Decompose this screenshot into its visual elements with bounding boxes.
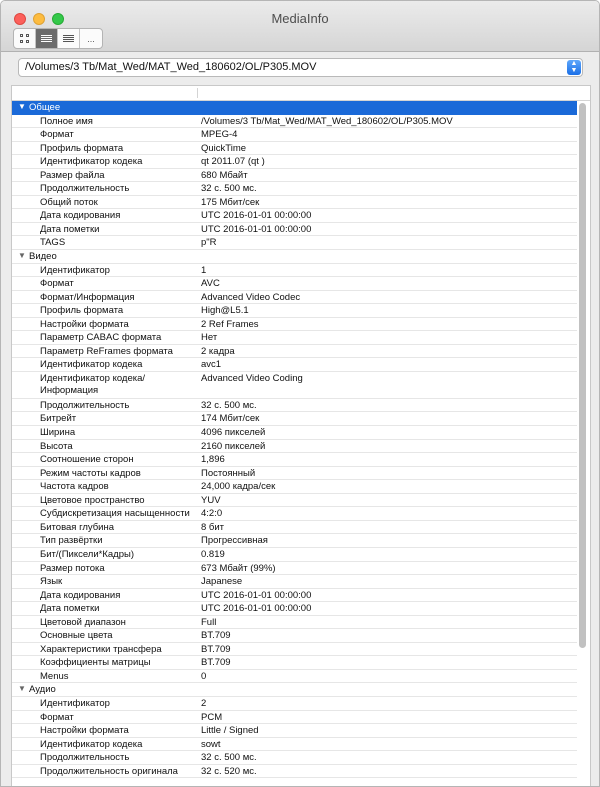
table-row[interactable] (12, 765, 577, 779)
view-mode-segmented-control (13, 28, 103, 49)
property-value: BT.709 (201, 630, 231, 642)
property-value: Advanced Video Coding (201, 372, 303, 384)
property-value: 175 Мбит/сек (201, 196, 260, 208)
property-value: BT.709 (201, 643, 231, 655)
property-value: Нет (201, 332, 218, 344)
property-name: Идентификатор кодека (40, 738, 143, 750)
chevron-updown-icon: ▲ ▼ (567, 60, 581, 75)
property-value: Little / Signed (201, 725, 259, 737)
table-row[interactable] (12, 589, 577, 603)
property-name: Параметр ReFrames формата (40, 345, 173, 357)
table-row[interactable] (12, 629, 577, 643)
table-row[interactable] (12, 223, 577, 237)
table-row[interactable] (12, 426, 577, 440)
property-value: MPEG-4 (201, 129, 238, 141)
property-name: Ширина (40, 427, 76, 439)
more-views-button[interactable]: ... (87, 33, 95, 44)
window-title: MediaInfo (271, 11, 329, 26)
property-name: Продолжительность (40, 399, 130, 411)
property-value: PCM (201, 711, 223, 723)
property-name: Дата кодирования (40, 210, 121, 222)
property-name: Формат/Информация (40, 291, 135, 303)
table-row[interactable] (12, 507, 577, 521)
section-title: Видео (29, 251, 57, 263)
property-name: Размер потока (40, 562, 105, 574)
property-value: UTC 2016-01-01 00:00:00 (201, 603, 312, 615)
table-row[interactable] (12, 209, 577, 223)
table-row[interactable] (12, 562, 577, 576)
property-value: 32 с. 500 мс. (201, 752, 257, 764)
table-row[interactable] (12, 155, 577, 169)
table-column-header (12, 86, 590, 101)
property-value: Прогрессивная (201, 535, 268, 547)
property-name: Битовая глубина (40, 521, 115, 533)
property-value: 673 Мбайт (99%) (201, 562, 276, 574)
text-view-button[interactable] (58, 29, 80, 48)
property-name: Дата пометки (40, 223, 100, 235)
property-value: UTC 2016-01-01 00:00:00 (201, 210, 312, 222)
list-view-button[interactable] (36, 29, 58, 48)
file-path-select[interactable] (18, 58, 583, 77)
table-row[interactable] (12, 575, 577, 589)
property-value: p"R (201, 237, 217, 249)
info-rows (12, 101, 577, 778)
property-value: 2 Ref Frames (201, 318, 259, 330)
property-value: Full (201, 616, 217, 628)
column-divider[interactable] (197, 88, 198, 98)
table-row[interactable] (12, 711, 577, 725)
table-row[interactable] (12, 751, 577, 765)
property-value: 680 Мбайт (201, 169, 248, 181)
table-row[interactable] (12, 291, 577, 305)
table-row[interactable] (12, 331, 577, 345)
property-value: 8 бит (201, 521, 225, 533)
table-row[interactable] (12, 521, 577, 535)
table-row[interactable] (12, 494, 577, 508)
property-value: 4:2:0 (201, 508, 223, 520)
table-row[interactable] (12, 548, 577, 562)
table-row[interactable] (12, 467, 577, 481)
property-name: Режим частоты кадров (40, 467, 141, 479)
property-value: 1 (201, 264, 207, 276)
table-row[interactable] (12, 602, 577, 616)
property-name: Идентификатор (40, 697, 110, 709)
property-value: avc1 (201, 359, 222, 371)
property-name: Высота (40, 440, 73, 452)
property-value: 2 (201, 697, 207, 709)
table-row[interactable] (12, 656, 577, 670)
property-value: QuickTime (201, 142, 247, 154)
property-name: Идентификатор кодека/Информация (40, 372, 146, 397)
property-value: AVC (201, 278, 220, 290)
info-table (11, 85, 591, 787)
property-name: Настройки формата (40, 725, 129, 737)
property-value: sowt (201, 738, 221, 750)
section-header-row[interactable] (12, 101, 577, 115)
table-row[interactable] (12, 182, 577, 196)
table-row[interactable] (12, 277, 577, 291)
property-name: Дата пометки (40, 603, 100, 615)
disclosure-triangle-icon[interactable]: ▼ (18, 251, 26, 261)
property-value: qt 2011.07 (qt ) (201, 156, 265, 168)
property-value: 1,896 (201, 454, 225, 466)
table-row[interactable] (12, 480, 577, 494)
property-name: Тип развёртки (40, 535, 103, 547)
property-name: Продолжительность (40, 752, 130, 764)
property-name: Формат (40, 711, 74, 723)
property-value: YUV (201, 494, 221, 506)
text-view-icon (63, 35, 74, 43)
property-value: High@L5.1 (201, 305, 249, 317)
table-row[interactable] (12, 345, 577, 359)
property-name: Соотношение сторон (40, 454, 134, 466)
section-title: Аудио (29, 684, 56, 696)
table-row[interactable] (12, 399, 577, 413)
property-value: 32 с. 520 мс. (201, 765, 257, 777)
property-name: Идентификатор кодека (40, 359, 143, 371)
property-name: Характеристики трансфера (40, 643, 162, 655)
table-row[interactable] (12, 724, 577, 738)
property-value: 2 кадра (201, 345, 235, 357)
property-name: Цветовое пространство (40, 494, 145, 506)
table-row[interactable] (12, 115, 577, 129)
property-value: 0 (201, 670, 207, 682)
property-value: 24,000 кадра/сек (201, 481, 276, 493)
property-name: Формат (40, 278, 74, 290)
grid-view-button[interactable] (14, 29, 36, 48)
table-row[interactable] (12, 236, 577, 250)
property-value: Japanese (201, 576, 243, 588)
property-name: Субдискретизация насыщенности (40, 508, 190, 520)
property-value: 0.819 (201, 548, 225, 560)
grid-view-icon (20, 34, 29, 43)
section-header-row[interactable] (12, 683, 577, 697)
property-name: Бит/(Пиксели*Кадры) (40, 548, 134, 560)
property-name: Язык (40, 576, 63, 588)
property-value: Advanced Video Codec (201, 291, 301, 303)
table-row[interactable] (12, 738, 577, 752)
property-name: Коэффициенты матрицы (40, 657, 151, 669)
property-name: Размер файла (40, 169, 105, 181)
property-value: /Volumes/3 Tb/Mat_Wed/MAT_Wed_180602/OL/P305.MOV (201, 115, 453, 127)
file-path-value: /Volumes/3 Tb/Mat_Wed/MAT_Wed_180602/OL/P305.MOV (25, 61, 317, 73)
property-name: Дата кодирования (40, 589, 121, 601)
property-name: Идентификатор (40, 264, 110, 276)
property-name: Битрейт (40, 413, 77, 425)
disclosure-triangle-icon[interactable]: ▼ (18, 102, 26, 111)
property-name: Настройки формата (40, 318, 129, 330)
property-name: Идентификатор кодека (40, 156, 143, 168)
property-value: UTC 2016-01-01 00:00:00 (201, 223, 312, 235)
property-name: Формат (40, 129, 74, 141)
disclosure-triangle-icon[interactable]: ▼ (18, 684, 26, 694)
property-name: Menus (40, 670, 69, 682)
table-row[interactable] (12, 264, 577, 278)
property-value: 32 с. 500 мс. (201, 183, 257, 195)
list-view-icon (41, 35, 52, 43)
table-row[interactable] (12, 169, 577, 183)
property-value: 174 Мбит/сек (201, 413, 260, 425)
property-value: Постоянный (201, 467, 256, 479)
property-name: Цветовой диапазон (40, 616, 126, 628)
property-name: Общий поток (40, 196, 98, 208)
table-row[interactable] (12, 128, 577, 142)
section-title: Общее (29, 102, 61, 113)
table-row[interactable] (12, 440, 577, 454)
vertical-scrollbar[interactable] (579, 103, 586, 648)
property-name: Продолжительность оригинала (40, 765, 178, 777)
table-row[interactable] (12, 534, 577, 548)
property-name: Параметр CABAC формата (40, 332, 162, 344)
section-header-row[interactable] (12, 250, 577, 264)
table-row[interactable] (12, 697, 577, 711)
table-row[interactable] (12, 358, 577, 372)
table-row[interactable] (12, 372, 577, 399)
table-row[interactable] (12, 453, 577, 467)
table-row[interactable] (12, 616, 577, 630)
title-bar (1, 1, 599, 52)
property-value: UTC 2016-01-01 00:00:00 (201, 589, 312, 601)
property-name: Основные цвета (40, 630, 113, 642)
table-row[interactable] (12, 643, 577, 657)
property-value: 32 с. 500 мс. (201, 399, 257, 411)
property-name: Продолжительность (40, 183, 130, 195)
property-name: Профиль формата (40, 142, 124, 154)
table-row[interactable] (12, 304, 577, 318)
property-name: Полное имя (40, 115, 93, 127)
property-name: TAGS (40, 237, 66, 249)
table-row[interactable] (12, 196, 577, 210)
property-name: Профиль формата (40, 305, 124, 317)
property-value: 4096 пикселей (201, 427, 266, 439)
table-row[interactable] (12, 412, 577, 426)
table-row[interactable] (12, 318, 577, 332)
table-row[interactable] (12, 142, 577, 156)
property-value: BT.709 (201, 657, 231, 669)
table-row[interactable] (12, 670, 577, 684)
property-value: 2160 пикселей (201, 440, 266, 452)
property-name: Частота кадров (40, 481, 109, 493)
